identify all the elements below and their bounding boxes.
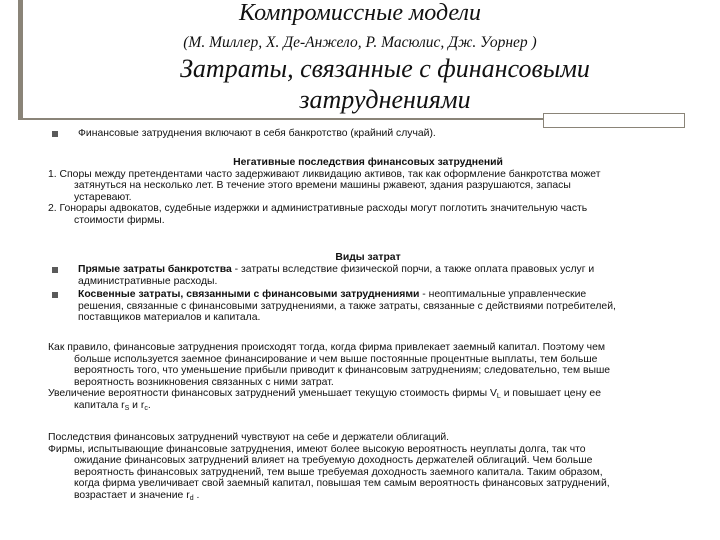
para2-text: капитала r <box>74 399 125 411</box>
negative-item2-line1: 2. Гонорары адвокатов, судебные издержки и административные расходы могут поглотить значительную часть <box>48 203 588 215</box>
paragraph-bondholders <box>48 432 708 502</box>
indirect-costs-line2: решения, связанные с финансовыми затруднениями, а также затраты, связанные с действиями потребителей, <box>78 300 616 312</box>
paragraph-debt-financing <box>48 342 708 412</box>
direct-costs-label: Прямые затраты банкротства <box>78 264 232 275</box>
para4-text: возрастает и значение r <box>74 489 190 501</box>
para3-line: Последствия финансовых затруднений чувствуют на себе и держатели облигаций. <box>48 432 450 443</box>
negative-item1-line1: 1. Споры между претендентами часто задерживают ликвидацию активов, так как оформление банкротства может <box>48 168 601 180</box>
para1-line3: вероятность того, что уменьшение прибыли приводит к финансовым затруднениям; следовательно, тем выше <box>74 365 611 377</box>
para4-line2: ожидание финансовых затруднений влияет на требуемую доходность держателей облигаций. Чем больше <box>74 455 593 467</box>
costs-heading: Виды затрат <box>335 252 401 263</box>
negative-heading: Негативные последствия финансовых затруднений <box>233 157 503 168</box>
para4-line1: Фирмы, испытывающие финансовые затруднения, имеют более высокую вероятность неуплаты долга, так что <box>48 443 586 455</box>
para2-text: Увеличение вероятности финансовых затруднений уменьшает текущую стоимость фирмы V <box>48 388 497 400</box>
intro-text: Финансовые затруднения включают в себя банкротство (крайний случай). <box>78 128 436 139</box>
bullet-marker <box>52 292 58 298</box>
para4-line3: вероятность финансовых затруднений, тем выше требуемая доходность заемного капитала. Таким образом, <box>74 466 603 478</box>
direct-costs-line1 <box>78 264 688 276</box>
slide-topic-line2: затруднениями <box>299 85 471 114</box>
subscript: S <box>124 404 130 412</box>
para1-line1: Как правило, финансовые затруднения происходят тогда, когда фирма привлекает заемный капитал. Поэтому чем <box>48 342 606 353</box>
decorative-box <box>543 113 685 128</box>
slide-topic <box>0 53 720 115</box>
para2-text: и повышает цену ее <box>500 388 601 400</box>
negative-item2-line2: стоимости фирмы. <box>74 214 165 226</box>
direct-costs-line2: административные расходы. <box>78 275 218 287</box>
indirect-costs-line1 <box>78 289 698 301</box>
subscript: L <box>496 393 501 401</box>
subscript: d <box>189 494 194 502</box>
slide-title: Компромиссные модели <box>239 0 481 26</box>
para2-line2 <box>48 400 708 412</box>
para1-line4: вероятность возникновения связанных с ними затрат. <box>74 376 334 388</box>
slide-topic-line1: Затраты, связанные с финансовыми <box>180 54 590 83</box>
negative-consequences-section <box>48 157 688 227</box>
para4-text: . <box>193 489 200 501</box>
bullet-marker <box>52 131 58 137</box>
para2-text: и r <box>129 399 145 411</box>
subscript: с <box>144 404 148 412</box>
slide-authors: (М. Миллер, Х. Де-Анжело, Р. Масюлис, Дж. Уорнер ) <box>183 34 537 51</box>
negative-item1-line2: затянуться на несколько лет. В течение этого времени машины ржавеют, здания разрушаются, запасы <box>74 180 571 192</box>
indirect-costs-text: - неоптимальные управленческие <box>419 289 587 300</box>
decorative-line-horizontal <box>18 118 543 120</box>
bullet-marker <box>52 267 58 273</box>
para4-line5 <box>48 490 708 502</box>
para2-line1 <box>48 388 708 400</box>
para4-line4: когда фирма увеличивает свой заемный капитал, повышая тем самым вероятность финансовых затруднений, <box>74 478 610 490</box>
direct-costs-item <box>78 264 688 287</box>
negative-item1-line3: устаревают. <box>74 191 132 203</box>
indirect-costs-label: Косвенные затраты, связанными с финансовыми затруднениями <box>78 289 420 300</box>
indirect-costs-item <box>78 289 698 324</box>
para2-text: . <box>147 399 151 411</box>
para1-line2: больше используется заемное финансирование и чем выше постоянные процентные выплаты, тем больше <box>74 353 598 365</box>
direct-costs-text: - затраты вследствие физической порчи, а также оплата правовых услуг и <box>231 264 595 275</box>
indirect-costs-line3: поставщиков материалов и капитала. <box>78 312 261 324</box>
